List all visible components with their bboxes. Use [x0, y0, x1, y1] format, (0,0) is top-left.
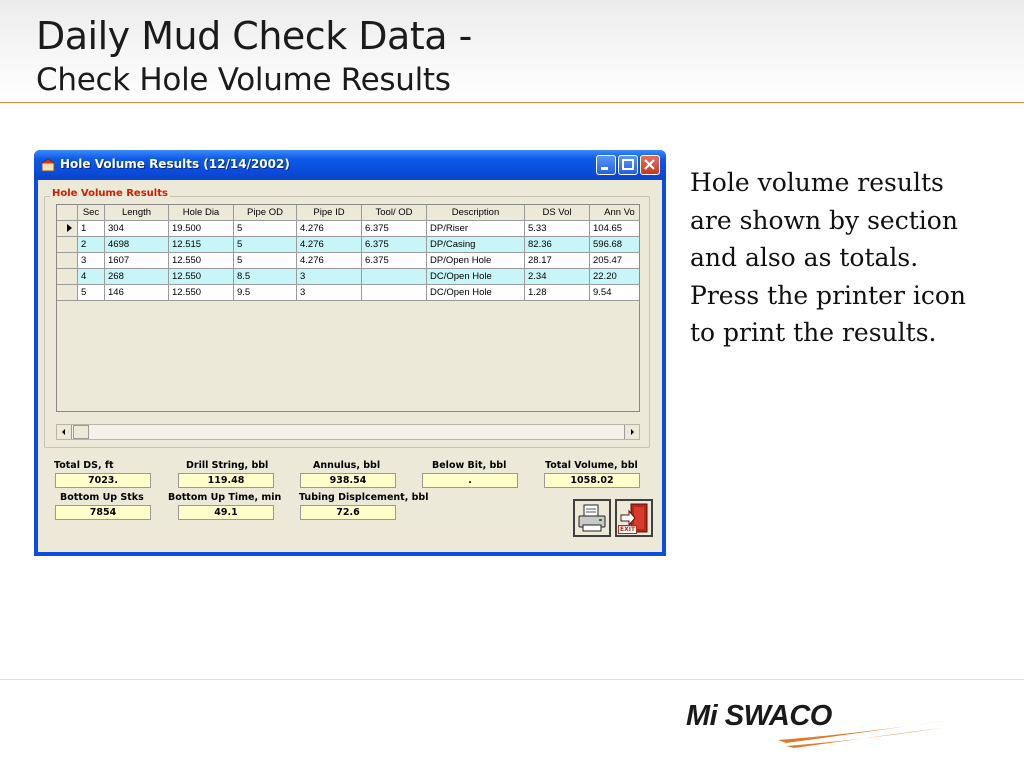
total-ds-label: Total DS, ft: [54, 460, 114, 471]
table-cell[interactable]: 5: [234, 221, 297, 237]
table-cell[interactable]: 3: [78, 253, 105, 269]
table-cell[interactable]: DC/Open Hole: [427, 285, 525, 301]
table-row[interactable]: [57, 237, 640, 253]
annulus-field[interactable]: 938.54: [300, 473, 396, 488]
table-cell[interactable]: 12.550: [169, 253, 234, 269]
table-cell[interactable]: 4.276: [297, 253, 362, 269]
scroll-right-arrow-icon: [625, 425, 639, 439]
body-text: Hole volume results are shown by section and also as totals. Press the printer icon to print the results.: [690, 168, 967, 347]
table-row[interactable]: [57, 253, 640, 269]
bottom-up-time-label: Bottom Up Time, min: [168, 492, 282, 503]
table-row[interactable]: [57, 269, 640, 285]
row-indicator[interactable]: [57, 237, 78, 253]
table-row[interactable]: [57, 221, 640, 237]
column-header[interactable]: Ann Vo: [590, 205, 640, 221]
table-cell[interactable]: 205.47: [590, 253, 640, 269]
total-volume-field[interactable]: 1058.02: [544, 473, 640, 488]
window-titlebar[interactable]: [34, 150, 666, 180]
table-cell[interactable]: 9.54: [590, 285, 640, 301]
window-client-area: [38, 180, 662, 552]
table-cell[interactable]: 12.550: [169, 269, 234, 285]
column-header[interactable]: Tool/ OD: [362, 205, 427, 221]
footer-divider: [0, 679, 1024, 680]
table-cell[interactable]: 1.28: [525, 285, 590, 301]
results-grid[interactable]: [56, 204, 640, 412]
table-cell[interactable]: 4698: [105, 237, 169, 253]
table-cell[interactable]: 28.17: [525, 253, 590, 269]
column-header[interactable]: Pipe OD: [234, 205, 297, 221]
table-cell[interactable]: DP/Riser: [427, 221, 525, 237]
minimize-button[interactable]: [596, 155, 616, 175]
total-volume-label: Total Volume, bbl: [545, 460, 638, 471]
total-ds-field[interactable]: 7023.: [55, 473, 151, 488]
row-indicator[interactable]: [57, 285, 78, 301]
row-indicator[interactable]: [57, 269, 78, 285]
slide-subtitle: Check Hole Volume Results: [36, 62, 451, 98]
table-cell[interactable]: 2.34: [525, 269, 590, 285]
scrollbar-thumb[interactable]: [73, 425, 89, 439]
row-indicator[interactable]: [57, 221, 78, 237]
table-cell[interactable]: 9.5: [234, 285, 297, 301]
app-icon: [41, 158, 55, 172]
table-cell[interactable]: 4: [78, 269, 105, 285]
column-header[interactable]: Pipe ID: [297, 205, 362, 221]
bottom-up-stks-label: Bottom Up Stks: [60, 492, 144, 503]
table-cell[interactable]: 3: [297, 285, 362, 301]
table-cell[interactable]: 104.65: [590, 221, 640, 237]
close-button[interactable]: [640, 155, 660, 175]
current-row-arrow-icon: [60, 221, 78, 235]
table-cell[interactable]: 6.375: [362, 237, 427, 253]
table-cell[interactable]: [362, 269, 427, 285]
table-cell[interactable]: 5: [78, 285, 105, 301]
table-cell[interactable]: 146: [105, 285, 169, 301]
miswaco-logo: [686, 700, 956, 748]
table-cell[interactable]: DC/Open Hole: [427, 269, 525, 285]
maximize-icon: [619, 156, 637, 174]
column-header[interactable]: Sec: [78, 205, 105, 221]
drill-string-field[interactable]: 119.48: [178, 473, 274, 488]
minimize-icon: [597, 156, 615, 174]
table-cell[interactable]: DP/Open Hole: [427, 253, 525, 269]
bottom-up-time-field[interactable]: 49.1: [178, 505, 274, 520]
table-cell[interactable]: 6.375: [362, 221, 427, 237]
table-cell[interactable]: DP/Casing: [427, 237, 525, 253]
print-button[interactable]: [573, 499, 611, 537]
table-cell[interactable]: 5: [234, 237, 297, 253]
table-cell[interactable]: 6.375: [362, 253, 427, 269]
table-cell[interactable]: 22.20: [590, 269, 640, 285]
scroll-left-button[interactable]: [57, 425, 72, 439]
column-header[interactable]: Length: [105, 205, 169, 221]
hole-volume-results-window: [34, 150, 666, 556]
column-header[interactable]: Hole Dia: [169, 205, 234, 221]
logo-text: Mi SWACO: [686, 700, 832, 732]
horizontal-scrollbar[interactable]: [56, 424, 640, 440]
table-cell[interactable]: 4.276: [297, 237, 362, 253]
table-cell[interactable]: 596.68: [590, 237, 640, 253]
table-cell[interactable]: [362, 285, 427, 301]
table-cell[interactable]: 8.5: [234, 269, 297, 285]
table-cell[interactable]: 82.36: [525, 237, 590, 253]
table-cell[interactable]: 12.515: [169, 237, 234, 253]
header-divider: [0, 102, 1024, 103]
column-header[interactable]: DS Vol: [525, 205, 590, 221]
scroll-right-button[interactable]: [624, 425, 639, 439]
slide-title: Daily Mud Check Data -: [36, 14, 472, 58]
exit-label: EXIT: [620, 526, 636, 533]
maximize-button[interactable]: [618, 155, 638, 175]
table-cell[interactable]: 1607: [105, 253, 169, 269]
header-corner: [57, 205, 78, 221]
table-cell[interactable]: 4.276: [297, 221, 362, 237]
tubing-displacement-field[interactable]: 72.6: [300, 505, 396, 520]
annulus-label: Annulus, bbl: [313, 460, 381, 471]
scroll-left-arrow-icon: [57, 425, 71, 439]
window-title: Hole Volume Results (12/14/2002): [60, 157, 290, 171]
table-cell[interactable]: 12.550: [169, 285, 234, 301]
printer-icon: [575, 501, 609, 535]
logo-swoosh-icon: [686, 700, 956, 748]
exit-button[interactable]: [615, 499, 653, 537]
table-row[interactable]: [57, 285, 640, 301]
bottom-up-stks-field[interactable]: 7854: [55, 505, 151, 520]
table-cell[interactable]: 5: [234, 253, 297, 269]
table-cell[interactable]: 304: [105, 221, 169, 237]
table-cell[interactable]: 268: [105, 269, 169, 285]
below-bit-field[interactable]: .: [422, 473, 518, 488]
column-header[interactable]: Description: [427, 205, 525, 221]
table-cell[interactable]: 1: [78, 221, 105, 237]
tubing-displacement-label: Tubing Displcement, bbl: [299, 492, 429, 503]
table-cell[interactable]: 19.500: [169, 221, 234, 237]
grid-header: [57, 205, 640, 221]
table-cell[interactable]: 5.33: [525, 221, 590, 237]
group-label: Hole Volume Results: [52, 188, 168, 199]
table-cell[interactable]: 2: [78, 237, 105, 253]
drill-string-label: Drill String, bbl: [186, 460, 269, 471]
close-icon: [641, 156, 659, 174]
row-indicator[interactable]: [57, 253, 78, 269]
table-cell[interactable]: 3: [297, 269, 362, 285]
below-bit-label: Below Bit, bbl: [432, 460, 507, 471]
